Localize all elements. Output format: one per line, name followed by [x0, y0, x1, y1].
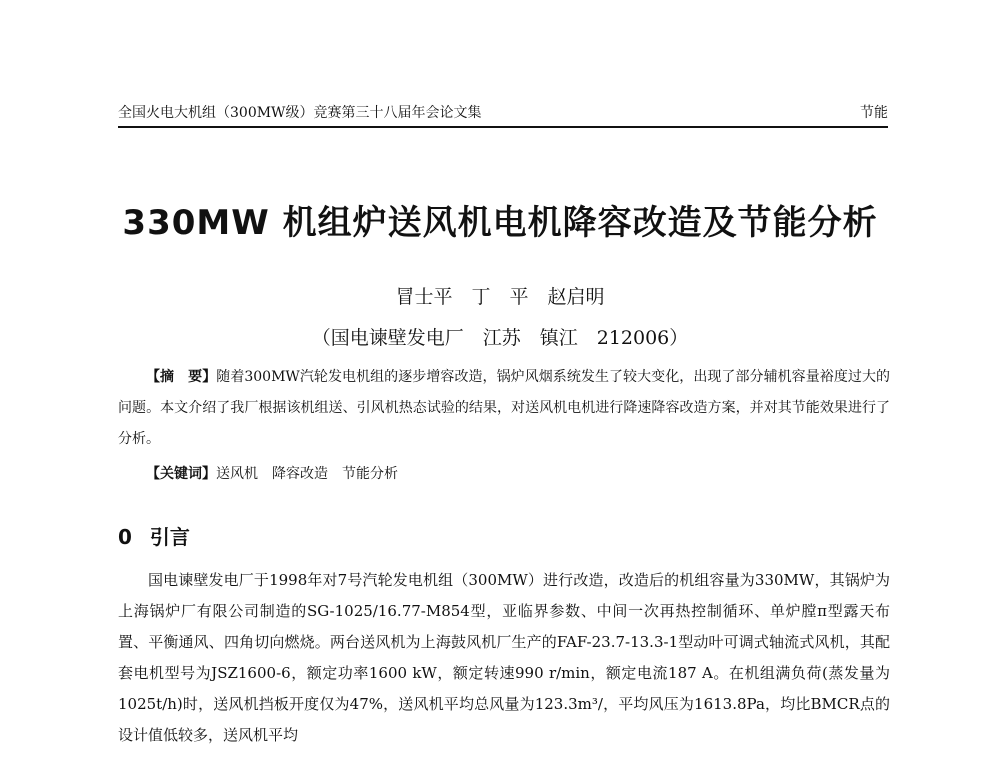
- section-heading: [118, 521, 190, 550]
- abstract-label: 【摘 要】: [146, 369, 217, 385]
- header-rule: [118, 126, 888, 128]
- paper-title: 330MW 机组炉送风机电机降容改造及节能分析: [122, 203, 878, 243]
- keywords-text: 送风机 降容改造 节能分析: [216, 466, 398, 482]
- section-number: 0: [118, 525, 132, 549]
- abstract-text: 随着300MW汽轮发电机组的逐步增容改造，锅炉风烟系统发生了较大变化，出现了部分辅机容量裕度过大的问题。本文介绍了我厂根据该机组送、引风机热态试验的结果，对送风机电机进行降速降容改造方案，并对其节能效果进行了分析。: [118, 369, 890, 447]
- affiliation: （国电谏壁发电厂 江苏 镇江 212006）: [311, 327, 689, 349]
- keywords: [146, 462, 890, 486]
- body-paragraph: 国电谏壁发电厂于1998年对7号汽轮发电机组（300MW）进行改造，改造后的机组容量为330MW，其锅炉为上海锅炉厂有限公司制造的SG-1025/16.77-M854型，亚临界参数、中间一次再热控制循环、单炉膛π型露天布置、平衡通风、四角切向燃烧。两台送风机为上海鼓风机厂生产的FAF-23.7-13.3-1型动叶可调式轴流式风机，其配套电机型号为JSZ1600-6，额定功率1600 kW，额定转速990 r/min，额定电流187 A。在机组满负荷(蒸发量为1025t/h)时，送风机挡板开度仅为47%，送风机平均总风量为123.3m³/，平均风压为1613.8Pa，均比BMCR点的设计值低较多，送风机平均: [118, 571, 890, 744]
- section-title: 引言: [149, 525, 190, 549]
- running-header-right: 节能: [860, 105, 888, 121]
- running-header-left: 全国火电大机组（300MW级）竞赛第三十八届年会论文集: [118, 105, 482, 121]
- keywords-label: 【关键词】: [146, 466, 216, 482]
- abstract: [118, 362, 890, 455]
- authors: 冒士平 丁 平 赵启明: [395, 286, 605, 308]
- running-header: [118, 103, 888, 123]
